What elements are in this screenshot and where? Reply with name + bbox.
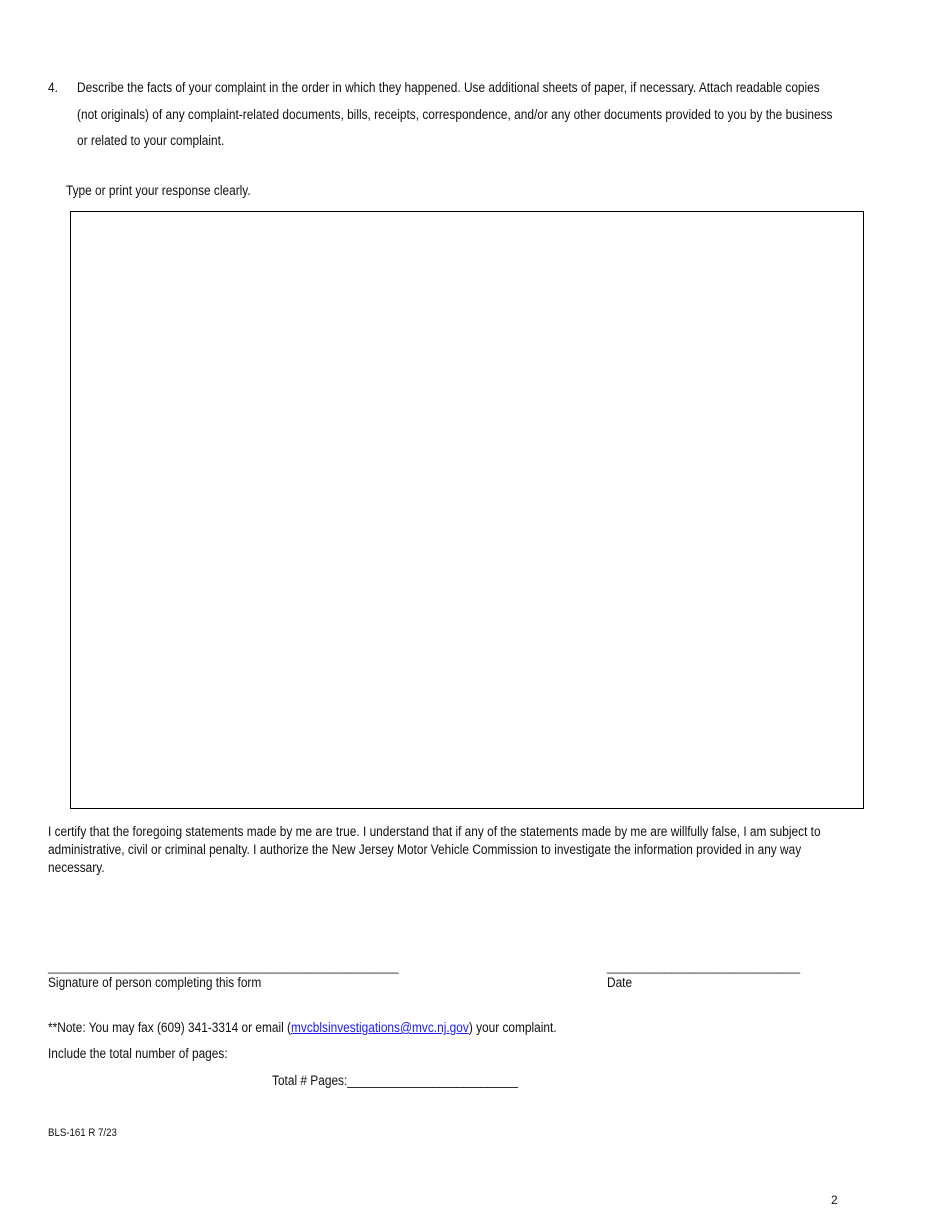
- signature-label: Signature of person completing this form: [48, 975, 262, 990]
- question-number: 4.: [48, 80, 58, 95]
- signature-line[interactable]: ____________________________________________________________: [48, 959, 399, 974]
- total-pages-field[interactable]: ____________________________: [347, 1073, 518, 1088]
- note-suffix: ) your complaint.: [468, 1020, 557, 1035]
- response-instruction: Type or print your response clearly.: [66, 183, 251, 198]
- fax-email-note: [48, 1019, 557, 1036]
- certification-statement: I certify that the foregoing statements made by me are true. I understand that if any of the statements made by me are willfully false, I am subject to administrative, civil or criminal penalty. I authorize the New Jersey Motor Vehicle Commission to investigate the information provided in any way necessary.: [48, 824, 821, 875]
- form-code: BLS-161 R 7/23: [48, 1127, 117, 1139]
- total-pages-label: Total # Pages:: [272, 1073, 348, 1088]
- complaint-response-field[interactable]: [70, 211, 864, 809]
- date-line[interactable]: _________________________________: [607, 959, 800, 974]
- note-prefix: **Note: You may fax (609) 341-3314 or email (: [48, 1020, 292, 1035]
- date-label: Date: [607, 975, 633, 990]
- page-number: 2: [831, 1193, 838, 1207]
- question-text: Describe the facts of your complaint in the order in which they happened. Use additional sheets of paper, if necessary. Attach readable copies (not originals) of any complaint-related documents, bills, receipts, correspondence, and/or any other documents provided to you by the business or related to your complaint.: [77, 80, 833, 148]
- include-pages-instruction: Include the total number of pages:: [48, 1046, 228, 1061]
- email-link[interactable]: mvcblsinvestigations@mvc.nj.gov: [291, 1020, 469, 1035]
- total-pages-row: [272, 1072, 518, 1089]
